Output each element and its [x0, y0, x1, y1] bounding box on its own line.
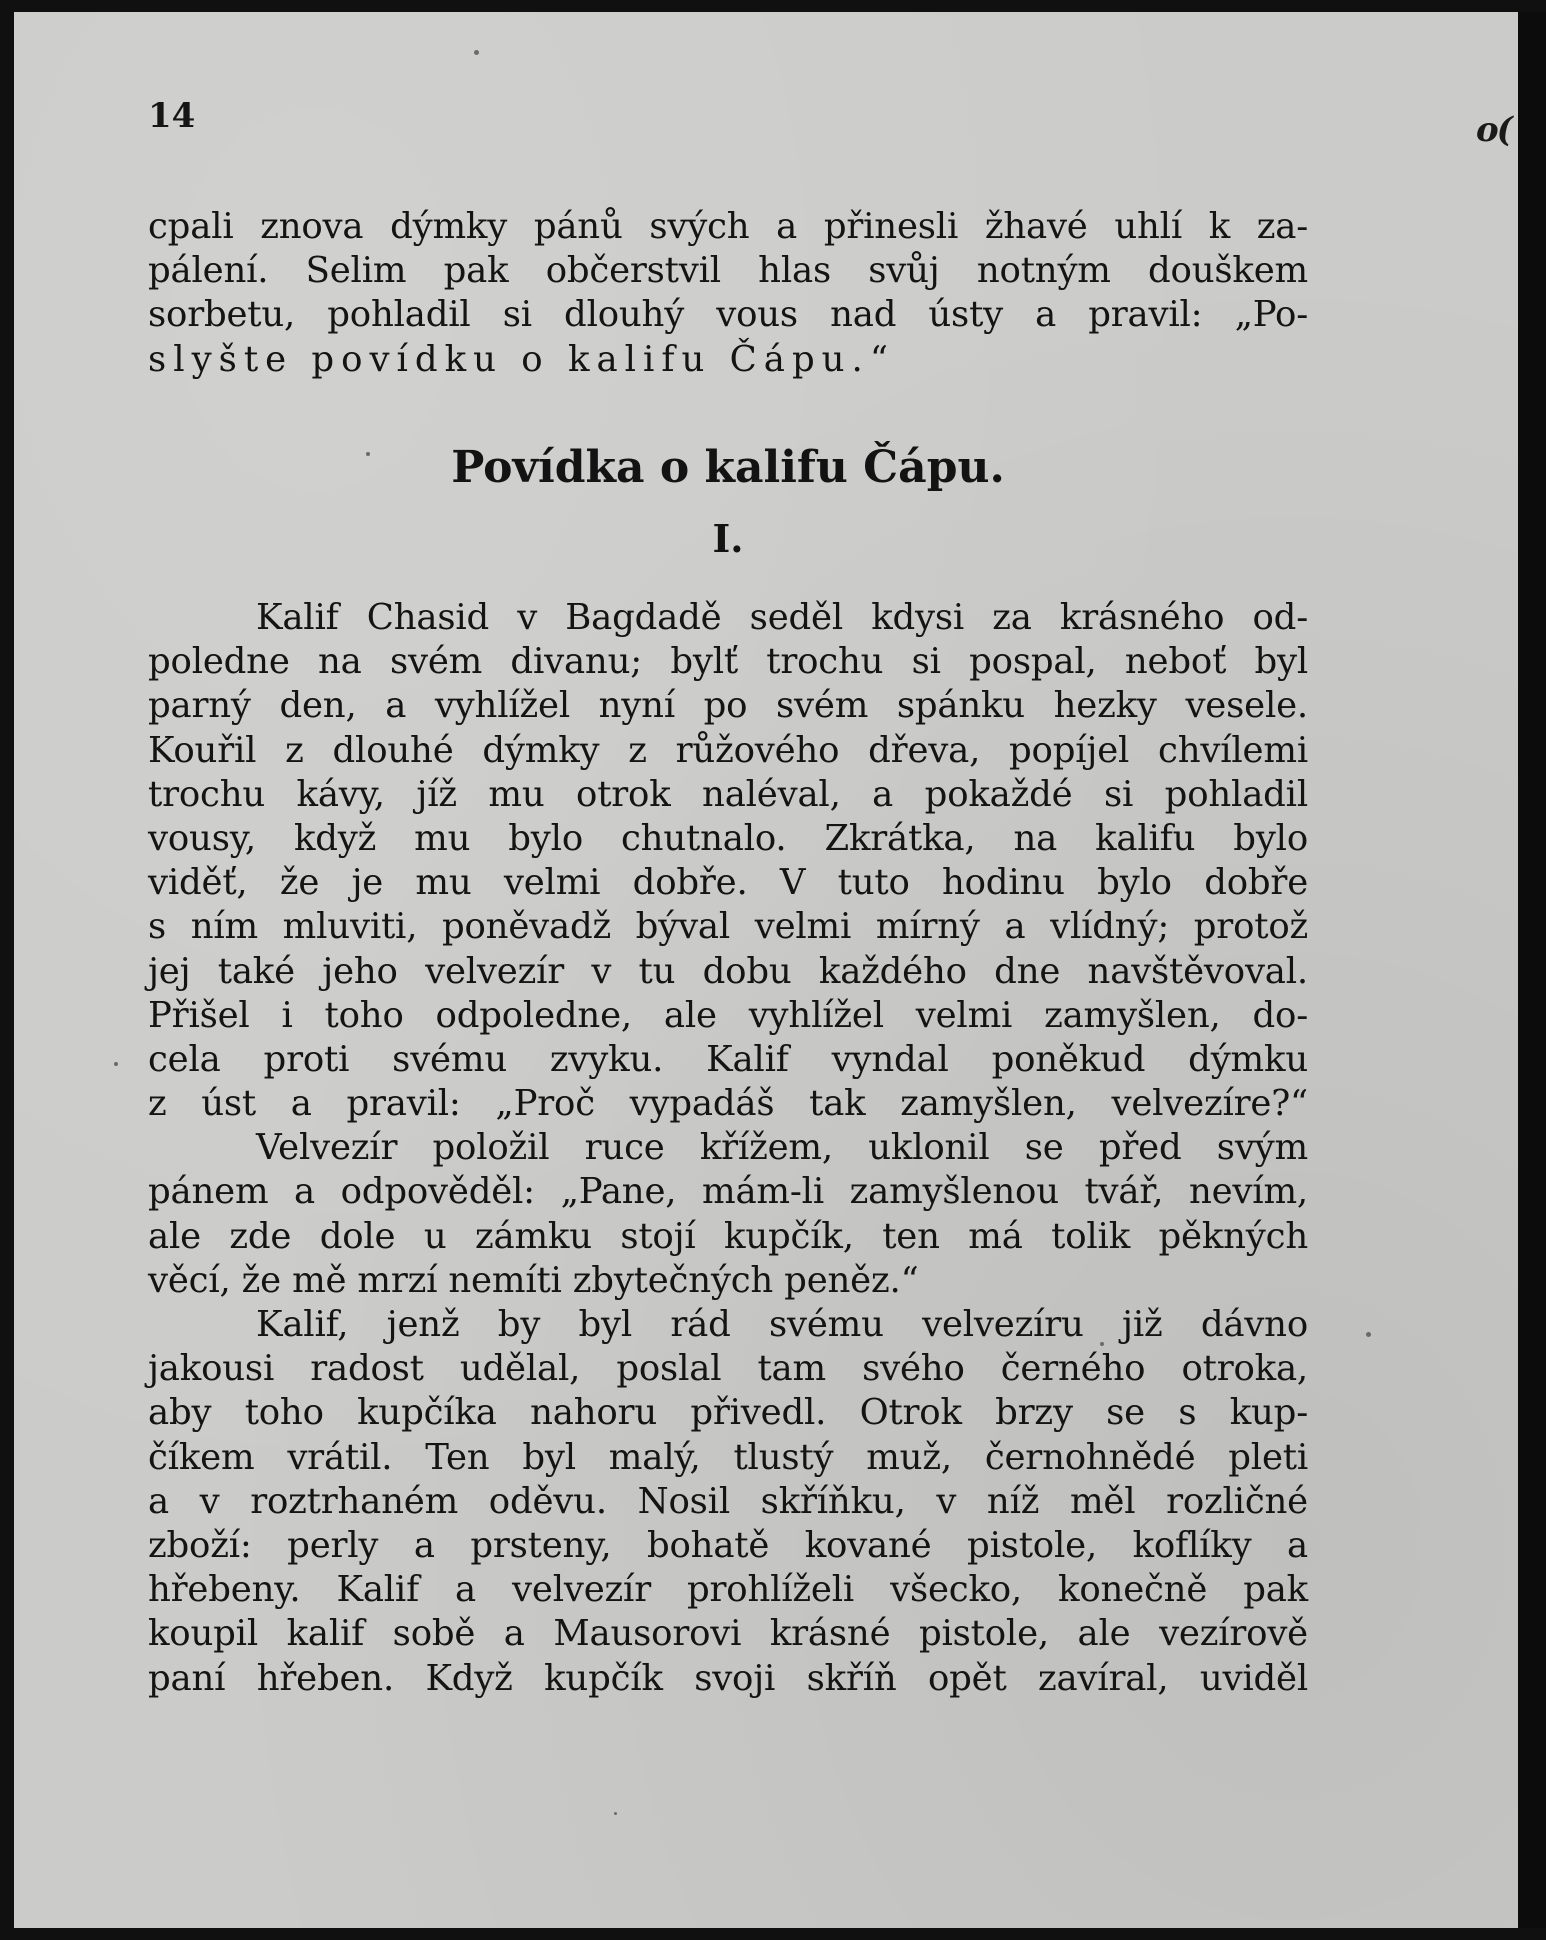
text-line: a v roztrhaném oděvu. Nosil skříňku, v níž měl rozličné: [148, 1480, 1308, 1522]
text-line: viděť, že je mu velmi dobře. V tuto hodinu bylo dobře: [148, 862, 1308, 904]
paper-speck: [114, 1062, 118, 1066]
text-line: jej také jeho velvezír v tu dobu každého dne navštěvoval.: [148, 950, 1308, 992]
paper-speck: [1366, 1332, 1371, 1337]
scan-edge-strip: [1518, 12, 1546, 1928]
text-line: paní hřeben. Když kupčík svoji skříň opět zavíral, uviděl: [148, 1657, 1308, 1699]
text-line: jakousi radost udělal, poslal tam svého černého otroka,: [148, 1348, 1308, 1390]
story-title: Povídka o kalifu Čápu.: [451, 442, 1005, 493]
text-line: cpali znova dýmky pánů svých a přinesli žhavé uhlí k za-: [148, 206, 1308, 247]
page-number: 14: [148, 96, 196, 136]
text-line: z úst a pravil: „Proč vypadáš tak zamyšlen, velvezíre?“: [148, 1083, 1308, 1125]
text-line: koupil kalif sobě a Mausorovi krásné pistole, ale vezírově: [148, 1613, 1308, 1655]
text-line: slyšte povídku o kalifu Čápu.“: [148, 338, 895, 380]
text-line: zboží: perly a prsteny, bohatě kované pistole, koflíky a: [148, 1524, 1308, 1566]
text-line: poledne na svém divanu; bylť trochu si pospal, neboť byl: [148, 641, 1308, 683]
text-line: číkem vrátil. Ten byl malý, tlustý muž, černohnědé pleti: [148, 1436, 1308, 1478]
text-line: Kalif Chasid v Bagdadě seděl kdysi za krásného od-: [256, 597, 1308, 638]
text-line: parný den, a vyhlížel nyní po svém spánku hezky vesele.: [148, 685, 1308, 727]
text-line: hřebeny. Kalif a velvezír prohlíželi všecko, konečně pak: [148, 1569, 1308, 1611]
paper-speck: [614, 1812, 617, 1815]
text-line: Kalif, jenž by byl rád svému velvezíru již dávno: [256, 1304, 1308, 1345]
text-line: Přišel i toho odpoledne, ale vyhlížel velmi zamyšlen, do-: [148, 994, 1308, 1036]
story-body: [148, 596, 1308, 1701]
text-line: sorbetu, pohladil si dlouhý vous nad ústy a pravil: „Po-: [148, 294, 1308, 336]
intro-paragraph: [148, 205, 1308, 382]
text-line: trochu kávy, jíž mu otrok naléval, a pokaždé si pohladil: [148, 773, 1308, 815]
text-line: cela proti svému zvyku. Kalif vyndal poněkud dýmku: [148, 1038, 1308, 1080]
chapter-number: I.: [712, 516, 744, 561]
text-line: věcí, že mě mrzí nemíti zbytečných peněz.“: [148, 1259, 919, 1301]
text-line: pálení. Selim pak občerstvil hlas svůj notným douškem: [148, 250, 1308, 292]
text-line: ale zde dole u zámku stojí kupčík, ten má tolik pěkných: [148, 1215, 1308, 1257]
paper-speck: [474, 50, 479, 55]
text-line: vousy, když mu bylo chutnalo. Zkrátka, na kalifu bylo: [148, 817, 1308, 859]
text-line: s ním mluviti, poněvadž býval velmi mírný a vlídný; protož: [148, 906, 1308, 948]
edge-mark: o(: [1476, 110, 1511, 150]
text-line: pánem a odpověděl: „Pane, mám-li zamyšlenou tvář, nevím,: [148, 1171, 1308, 1213]
text-line: aby toho kupčíka nahoru přivedl. Otrok brzy se s kup-: [148, 1392, 1308, 1434]
text-line: Kouřil z dlouhé dýmky z růžového dřeva, popíjel chvílemi: [148, 729, 1308, 771]
text-line: Velvezír položil ruce křížem, uklonil se před svým: [256, 1127, 1308, 1169]
